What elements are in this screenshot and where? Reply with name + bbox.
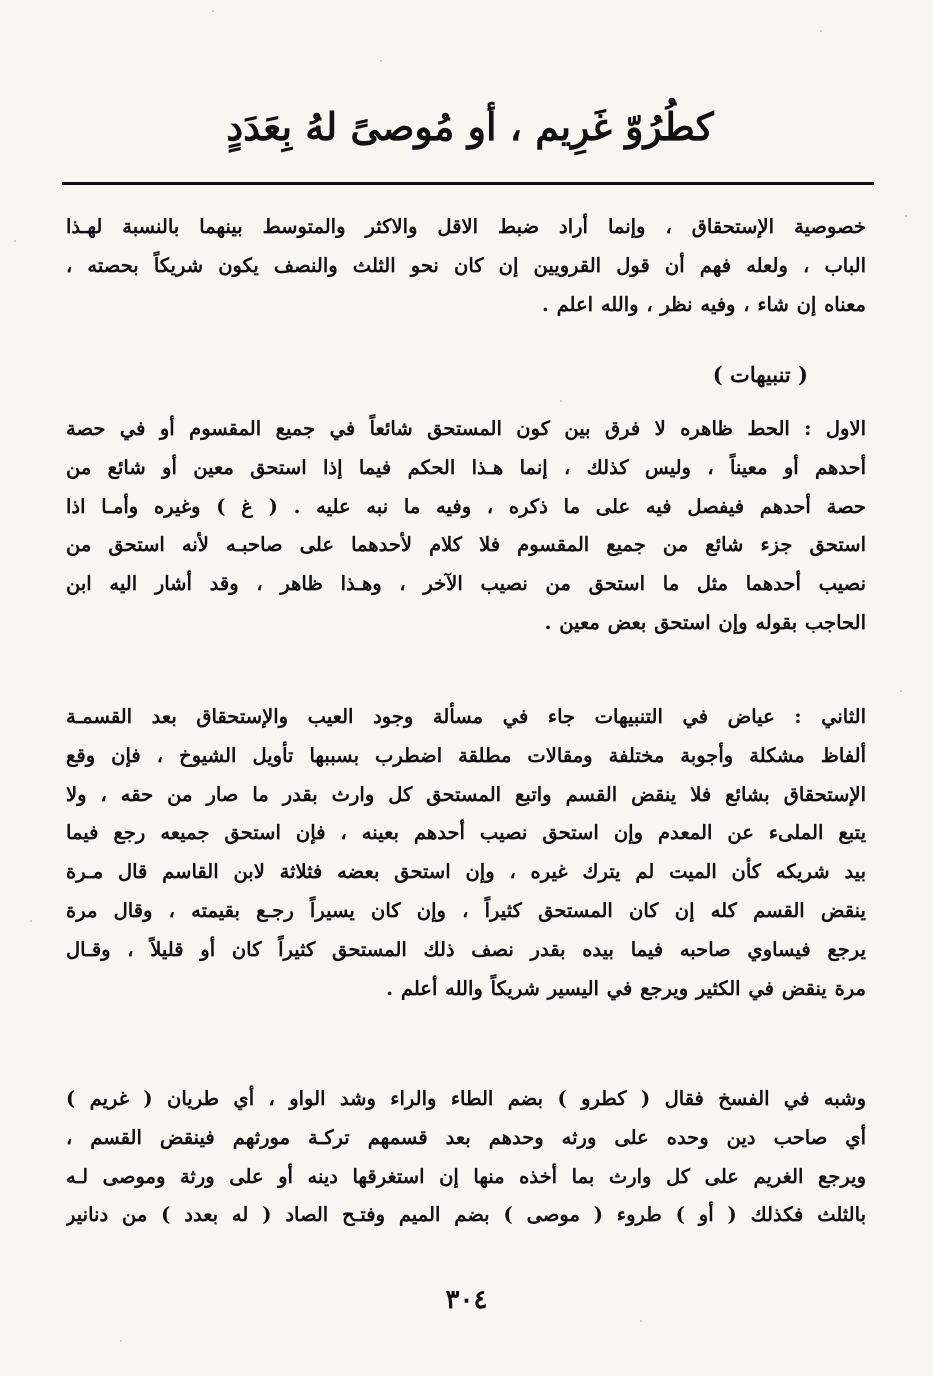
text-line: معناه إن شاء ، وفيه نظر ، والله اعلم .: [542, 292, 866, 316]
text-line: الباب ، ولعله فهم أن قول القرويين إن كان نحو الثلث والنصف يكون شريكاً بحصته ،: [66, 253, 866, 277]
scan-speck: [380, 60, 382, 62]
text-line: استحق جزء شائع من جميع المقسوم فلا كلام لأحدهما على صاحبـه لأنه استحق من: [66, 533, 866, 557]
text-line: مرة ينقض في الكثير ويرجع في اليسير شريكاً والله أعلم .: [386, 976, 866, 1000]
scan-speck: [30, 920, 32, 922]
text-line: أي صاحب دين وحده على ورثه وحدهم بعد قسمهم تركـة مورثهم فينقض القسم ،: [66, 1125, 866, 1149]
text-line: الاول : الحط ظاهره لا فرق بين كون المستحق شائعاً في جميع المقسوم أو في حصة: [66, 417, 866, 440]
scan-speck: [560, 400, 562, 402]
section-heading: ( تنبيهات ): [712, 362, 808, 387]
paragraph-1: [66, 208, 866, 324]
text-line: نصيب أحدهما مثل ما استحق من نصيب الآخر ، وهـذا ظاهر ، وقد أشار اليه ابن: [66, 572, 866, 596]
page-title: كطُرُوّ غَرِيم ، أو مُوصىً لهُ بِعَدَدٍ: [226, 104, 714, 149]
text-line: الإستحقاق بشائع فلا ينقض القسم واتبع المستحق كل وارث بقدر ما صار من حقه ، ولا: [66, 782, 866, 806]
text-line: بيد شريكه كأن الميت لم يترك غيره ، وإن استحق بعضه فثلاثة لابن القاسم قال مـرة: [66, 860, 866, 884]
text-line: حصة أحدهم فيفصل فيه على ما ذكره ، وفيه ما نبه عليه . ( غ ) وغيره وأمـا اذا: [66, 494, 866, 518]
scan-speck: [120, 1340, 122, 1342]
text-line: يرجع فيساوي صاحبه فيما بيده بقدر نصف ذلك المستحق كثيراً كان أو قليلاً ، وقـال: [66, 937, 866, 961]
scan-speck: [820, 30, 822, 32]
paragraph-3: [66, 698, 866, 1008]
scan-speck: [900, 690, 902, 692]
text-line: أحدهم أو معيناً ، وليس كذلك ، إنما هـذا الحكم فيما إذا استحق معين أو شائع من: [66, 455, 866, 479]
text-line: ألفاظ مشكلة وأجوبة مختلفة ومقالات مطلقة اضطرب بسببها تأويل الشيوخ ، فإن وقع: [66, 743, 866, 767]
text-line: ينقض القسم كله إن كان المستحق كثيراً ، وإن كان يسيراً رجـع بقيمته ، وقال مرة: [66, 898, 866, 922]
page-number: ٣٠٤: [445, 1285, 488, 1315]
text-line: بالثلث فكذلك ( أو ) طروء ( موصى ) بضم الميم وفتـح الصاد ( له بعدد ) من دنانير: [66, 1203, 866, 1227]
paragraph-4: [66, 1080, 866, 1235]
text-line: الثاني : عياض في التنبيهات جاء في مسألة وجود العيب والإستحقاق بعد القسمـة: [66, 705, 866, 728]
text-line: يتبع الملىء عن المعدم وإن استحق نصيب أحدهم بعينه ، فإن استحق جميعه رجع فيما: [66, 821, 866, 845]
title-divider: [62, 182, 874, 185]
text-line: الحاجب بقوله وإن استحق بعض معين .: [544, 610, 866, 634]
text-line: خصوصية الإستحقاق ، وإنما أراد ضبط الاقل والاكثر والمتوسط بينهما بالنسبة لهـذا: [66, 215, 866, 238]
text-line: وشبه في الفسخ فقال ( كطرو ) بضم الطاء والراء وشد الواو ، أي طريان ( غريم ): [66, 1087, 866, 1110]
text-line: ويرجع الغريم على كل وارث بما أخذه منها إن استغرقها دينه أو على ورثة وموصى لـه: [66, 1164, 866, 1188]
scan-speck: [905, 215, 907, 217]
scan-speck: [640, 1320, 642, 1322]
scan-speck: [14, 240, 16, 242]
paragraph-2: [66, 410, 866, 643]
scan-speck: [212, 10, 214, 12]
